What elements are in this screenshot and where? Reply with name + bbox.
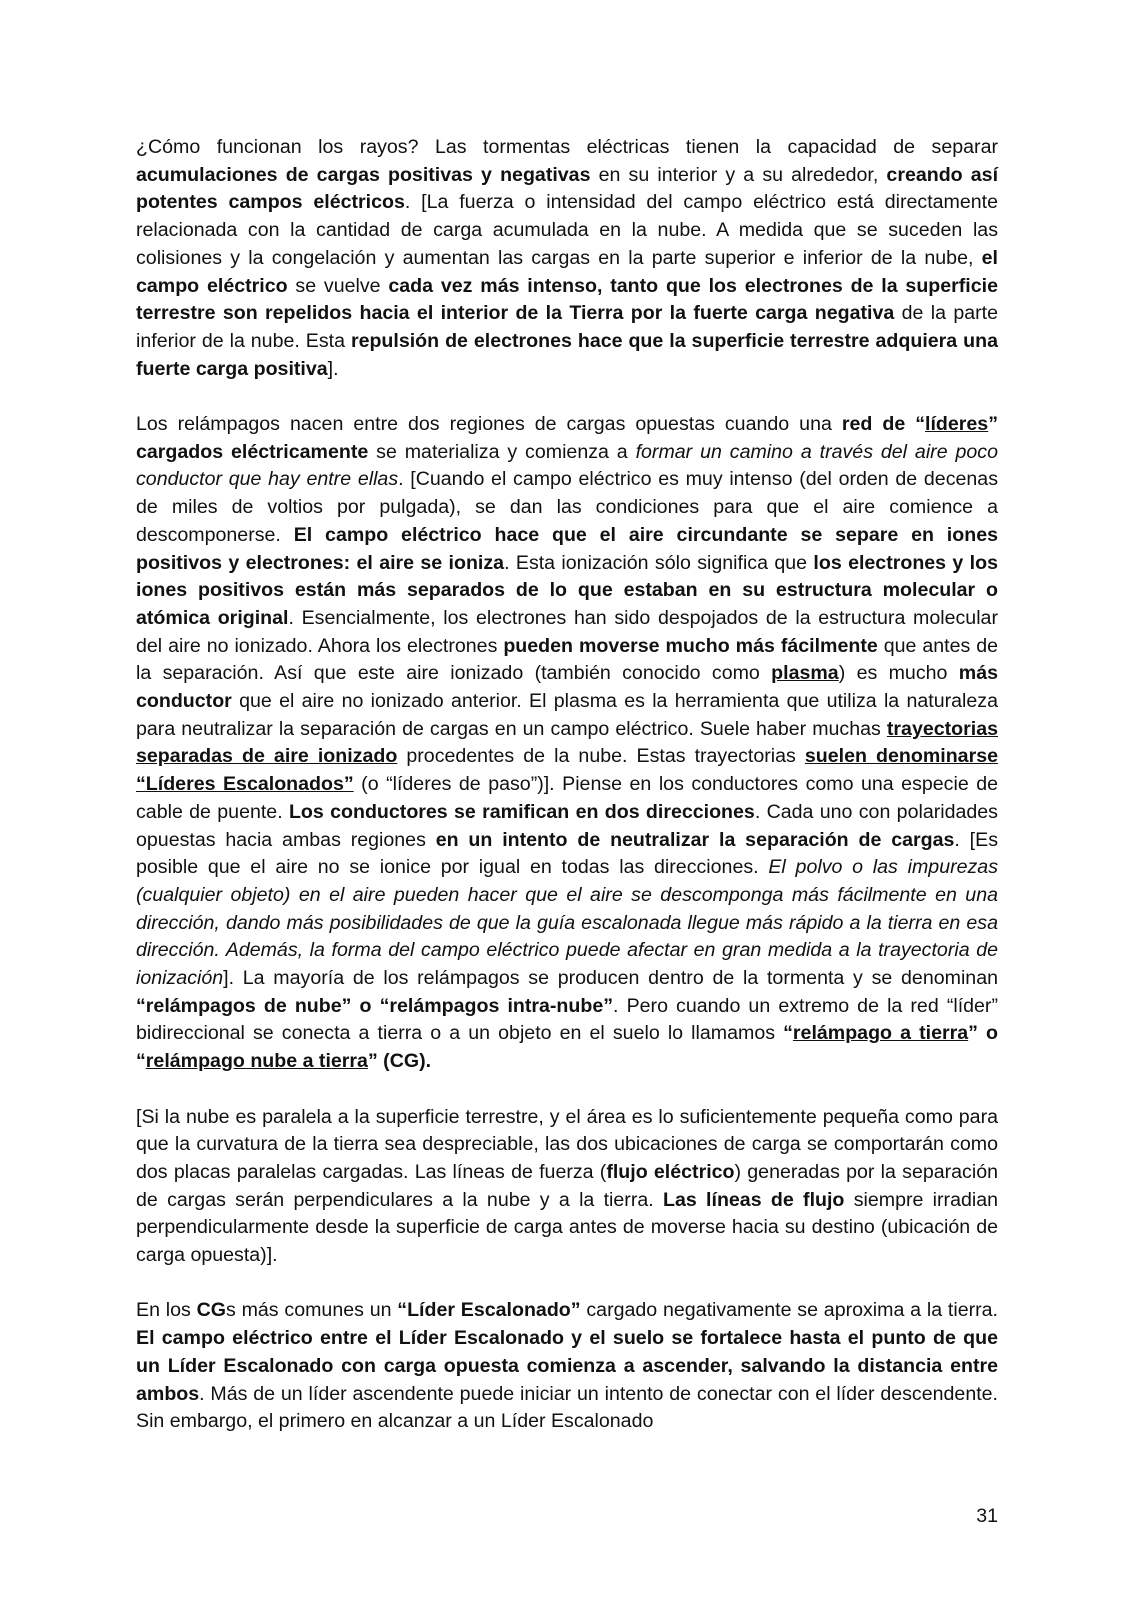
bold-text: El campo eléctrico hace que el aire circundante se separe en iones positivos y electrones: el aire se ioniza — [136, 523, 998, 574]
body-text: que el aire no ionizado anterior. El plasma es la herramienta que utiliza la naturaleza para neutralizar la separación de cargas en un campo eléctrico. Suele haber muchas — [136, 690, 998, 740]
body-text: Los relámpagos nacen entre dos regiones de cargas opuestas cuando una — [136, 413, 842, 436]
bold-text: más conductor — [136, 662, 998, 713]
page-body — [136, 134, 998, 1436]
bold-text: repulsión de electrones hace que la superficie terrestre adquiera una fuerte carga positiva — [136, 329, 998, 380]
bold-text: Las líneas de flujo — [663, 1188, 845, 1211]
paragraph-4 — [136, 1297, 998, 1436]
body-text: de la parte inferior de la nube. Esta — [136, 302, 998, 352]
paragraph-2 — [136, 411, 998, 1076]
body-text: ¿Cómo funcionan los rayos? Las tormentas eléctricas tienen la capacidad de separar — [136, 136, 998, 158]
body-text: cargado negativamente se aproxima a la tierra. — [580, 1299, 998, 1322]
body-text: . Más de un líder ascendente puede iniciar un intento de conectar con el líder descendente. Sin embargo, el primero en alcanzar a un Líder Escalonado — [136, 1382, 998, 1433]
paragraph-1 — [136, 134, 998, 383]
bold-text: relámpago nube a tierra — [145, 1050, 368, 1073]
bold-text: red de “ — [841, 413, 926, 436]
bold-text: en un intento de neutralizar la separación de cargas — [435, 828, 955, 851]
italic-text: El polvo o las impurezas (cualquier objeto) en el aire pueden hacer que el aire se descomponga más fácilmente en una dirección, dando más posibilidades de que la guía escalonada llegue más rápido a la tierra en esa dirección. Además, la forma del campo eléctrico puede afectar en gran medida a la trayectoria de ionización — [136, 856, 998, 990]
bold-text: líderes — [925, 413, 989, 436]
bold-text: trayectorias separadas de aire ionizado — [136, 717, 998, 768]
body-text: se vuelve — [287, 274, 389, 297]
body-text: (o “líderes de paso”)]. Piense en los conductores como una especie de cable de puente. — [136, 773, 999, 823]
paragraph-3 — [136, 1104, 998, 1270]
body-text: s más comunes un — [226, 1299, 398, 1322]
page-number: 31 — [976, 1505, 998, 1527]
bold-text: acumulaciones de cargas positivas y negativas — [136, 163, 591, 186]
bold-text: “Líder Escalonado” — [397, 1299, 581, 1322]
bold-text: suelen denominarse “Líderes Escalonados” — [136, 745, 998, 796]
body-text: procedentes de la nube. Estas trayectorias — [397, 745, 805, 768]
body-text: ) generadas por la separación de cargas serán perpendiculares a la nube y a la tierra. — [136, 1160, 999, 1211]
bold-text: plasma — [771, 662, 839, 685]
body-text: ]. La mayoría de los relámpagos se producen dentro de la tormenta y se denominan — [223, 967, 998, 990]
body-text: . [Cuando el campo eléctrico es muy intenso (del orden de decenas de miles de voltios por pulgada), se dan las condiciones para que el aire comience a descomponerse. — [136, 468, 998, 546]
bold-text: el campo eléctrico — [136, 246, 998, 297]
bold-text: ” cargados eléctricamente — [136, 413, 998, 463]
bold-text: cada vez más intenso, tanto que los electrones de la superficie terrestre son repelidos hacia el interior de la Tierra por la fuerte carga negativa — [136, 274, 998, 325]
bold-text: ” o “ — [136, 1022, 998, 1073]
body-text: . [Es posible que el aire no se ionice por igual en todas las direcciones. — [136, 828, 998, 879]
bold-text: flujo eléctrico — [606, 1160, 735, 1183]
body-text: siempre irradian perpendicularmente desde la superficie de carga antes de moverse hacia su destino (ubicación de carga opuesta)]. — [136, 1188, 999, 1267]
body-text: En los — [136, 1299, 197, 1322]
bold-text: CG — [196, 1299, 226, 1322]
bold-text: los electrones y los iones positivos están más separados de lo que estaban en su estructura molecular o atómica original — [136, 551, 998, 629]
body-text: . [La fuerza o intensidad del campo eléctrico está directamente relacionada con la cantidad de carga acumulada en la nube. A medida que se suceden las colisiones y la congelación y aumentan las cargas en la parte superior e inferior de la nube, — [136, 191, 999, 269]
body-text: ]. — [327, 357, 339, 380]
bold-text: ” (CG). — [367, 1050, 432, 1073]
italic-text: formar un camino a través del aire poco conductor que hay entre ellas — [136, 440, 998, 491]
bold-text: pueden moverse mucho más fácilmente — [503, 634, 878, 657]
bold-text: Los conductores se ramifican en dos direcciones — [288, 800, 755, 823]
body-text: . Pero cuando un extremo de la red “líder” bidireccional se conecta a tierra o a un objeto en el suelo lo llamamos — [136, 994, 998, 1045]
bold-text: El campo eléctrico entre el Líder Escalonado y el suelo se fortalece hasta el punto de que un Líder Escalonado con carga opuesta comienza a ascender, salvando la distancia entre ambos — [136, 1327, 998, 1405]
body-text: . Esencialmente, los electrones han sido despojados de la estructura molecular del aire no ionizado. Ahora los electrones — [136, 606, 998, 657]
body-text: . Cada uno con polaridades opuestas hacia ambas regiones — [136, 800, 998, 851]
bold-text: “ — [783, 1022, 793, 1045]
body-text: se materializa y comienza a — [368, 440, 636, 463]
body-text: que antes de la separación. Así que este aire ionizado (también conocido como — [136, 634, 999, 685]
body-text: . Esta ionización sólo significa que — [504, 551, 814, 574]
bold-text: “relámpagos de nube” o “relámpagos intra-nube” — [136, 994, 614, 1017]
bold-text: relámpago a tierra — [792, 1022, 969, 1045]
bold-text: creando así potentes campos eléctricos — [136, 163, 999, 214]
body-text: ) es mucho — [838, 662, 959, 685]
body-text: en su interior y a su alrededor, — [590, 163, 887, 186]
body-text: [Si la nube es paralela a la superficie terrestre, y el área es lo suficientemente pequeña como para que la curvatura de la tierra sea despreciable, las dos ubicaciones de carga se comportarán como dos placas paralelas cargadas. Las líneas de fuerza ( — [136, 1105, 998, 1183]
